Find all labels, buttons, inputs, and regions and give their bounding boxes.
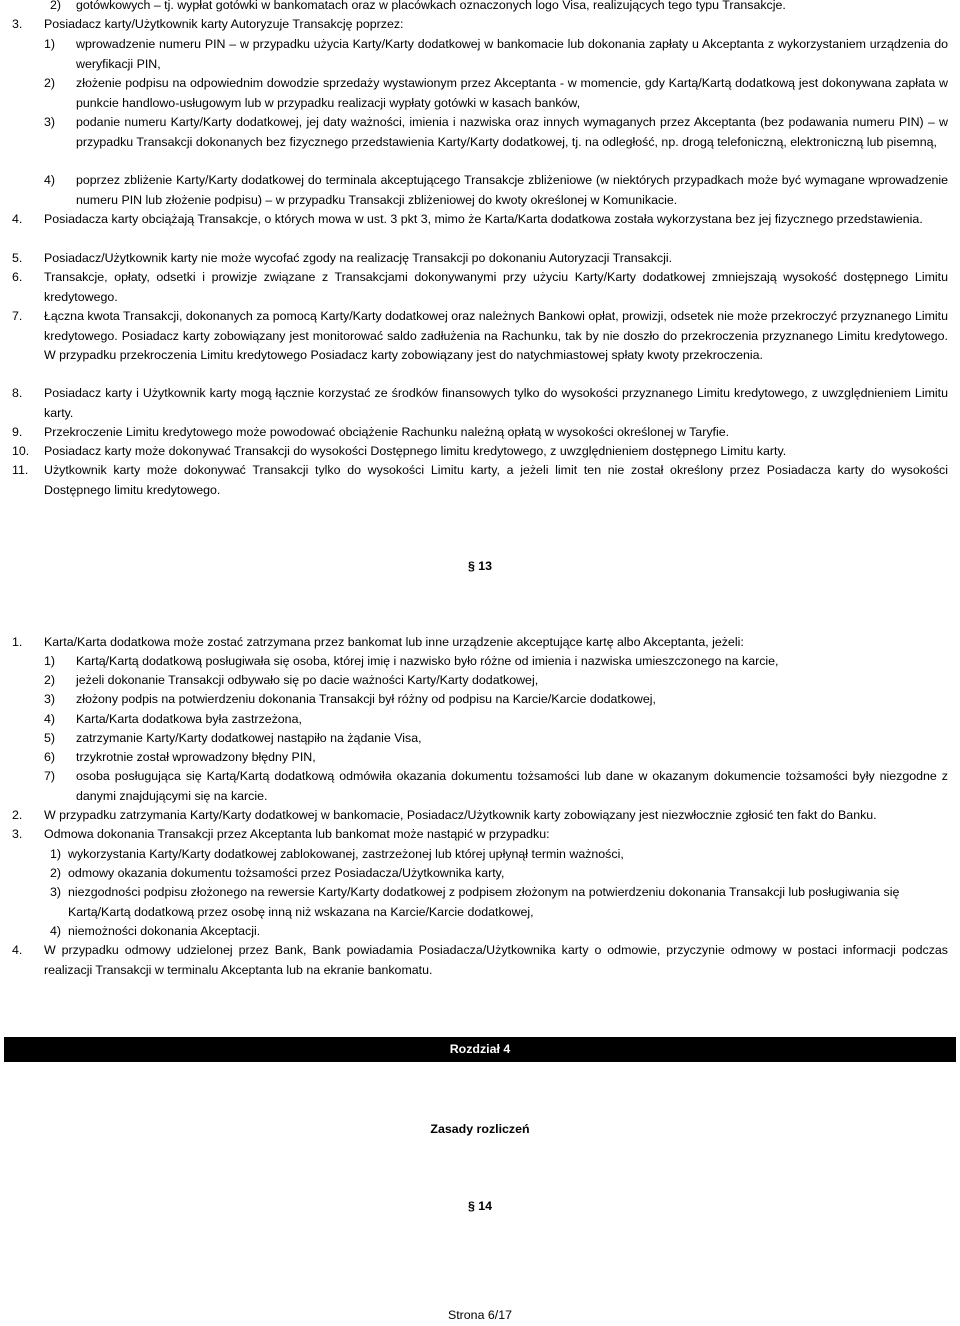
item-number: 4) <box>44 173 56 187</box>
section-heading: § 13 <box>467 559 493 573</box>
paragraph-number: 9. <box>12 425 23 439</box>
item-text: Kartą/Kartą dodatkową posługiwała się osoba, której imię i nazwisko było różne od imienia i nazwiska umieszczonego na karcie, <box>76 654 779 668</box>
item-number: 1) <box>50 847 62 861</box>
item-text: Karta/Karta dodatkowa była zastrzeżona, <box>76 712 302 726</box>
item-text: osoba posługująca się Kartą/Kartą dodatkową odmówiła okazania dokumentu tożsamości lub dane w okazanym dokumencie tożsamości były niezgodne z danymi znajdującymi się na karcie. <box>76 769 948 803</box>
item-text: jeżeli dokonanie Transakcji odbywało się po dacie ważności Karty/Karty dodatkowej, <box>76 673 539 687</box>
paragraph-text: Transakcje, opłaty, odsetki i prowizje związane z Transakcjami dokonywanymi przy użyciu Karty/Karty dodatkowej zmniejszają wysokość dostępnego Limitu kredytowego. <box>44 270 948 304</box>
paragraph-text: Karta/Karta dodatkowa może zostać zatrzymana przez bankomat lub inne urządzenie akceptujące kartę albo Akceptanta, jeżeli: <box>44 635 744 649</box>
item-text: wprowadzenie numeru PIN – w przypadku użycia Karty/Karty dodatkowej w bankomacie lub dokonania zapłaty u Akceptanta z wykorzystaniem urządzenia do weryfikacji PIN, <box>76 37 948 71</box>
page-number: Strona 6/17 <box>447 1308 513 1322</box>
item-text: złożenie podpisu na odpowiednim dowodzie sprzedaży wystawionym przez Akceptanta - w momencie, gdy Kartą/Kartą dodatkową jest dokonywana zapłata w punkcie handlowo-usługowym lub w przypadku realizacji wypłaty gotówki w kasach banków, <box>76 76 948 110</box>
paragraph-text: Odmowa dokonania Transakcji przez Akceptanta lub bankomat może nastąpić w przypadku: <box>44 827 550 841</box>
item-number: 1) <box>44 654 56 668</box>
paragraph-text: Użytkownik karty może dokonywać Transakcji tylko do wysokości Limitu karty, a jeżeli limit ten nie został określony przez Posiadacza karty do wysokości Dostępnego limitu kredytowego. <box>44 463 948 497</box>
paragraph-number: 4. <box>12 943 23 957</box>
paragraph-number: 5. <box>12 251 23 265</box>
item-text: odmowy okazania dokumentu tożsamości przez Posiadacza/Użytkownika karty, <box>68 866 505 880</box>
item-text: poprzez zbliżenie Karty/Karty dodatkowej do terminala akceptującego Transakcje zbliżeniowe (w niektórych przypadkach może być wymagane wprowadzenie numeru PIN lub złożenie podpisu) – w przypadku Transakcji zbliżeniowej do kwoty określonej w Komunikacie. <box>76 173 948 207</box>
paragraph-text: Posiadacz karty i Użytkownik karty mogą łącznie korzystać ze środków finansowych tylko do wysokości przyznanego Limitu kredytowego, z uwzględnieniem Limitu karty. <box>44 386 948 420</box>
paragraph-number: 10. <box>12 444 30 458</box>
item-number: 7) <box>44 769 56 783</box>
paragraph-number: 3. <box>12 827 23 841</box>
paragraph-text: Przekroczenie Limitu kredytowego może powodować obciążenie Rachunku należną opłatą w wysokości określonej w Taryfie. <box>44 425 730 439</box>
item-number: 4) <box>44 712 56 726</box>
item-text: podanie numeru Karty/Karty dodatkowej, jej daty ważności, imienia i nazwiska oraz innych wymaganych przez Akceptanta (bez podawania numeru PIN) – w przypadku Transakcji dokonanych bez fizycznego przedstawienia Karty/Karty dodatkowej, tj. na odległość, np. drogą telefoniczną, elektroniczną lub pisemną, <box>76 115 948 149</box>
paragraph-number: 1. <box>12 635 23 649</box>
item-number: 2) <box>44 673 56 687</box>
chapter-banner <box>4 1037 956 1062</box>
paragraph-number: 7. <box>12 309 23 323</box>
item-text: niemożności dokonania Akceptacji. <box>68 924 261 938</box>
item-number: 4) <box>50 924 62 938</box>
paragraph-number: 8. <box>12 386 23 400</box>
paragraph-text: Posiadacza karty obciążają Transakcje, o których mowa w ust. 3 pkt 3, mimo że Karta/Karta dodatkowa została wykorzystana bez jej fizycznego przedstawienia. <box>44 212 923 226</box>
paragraph-text: Łączna kwota Transakcji, dokonanych za pomocą Karty/Karty dodatkowej oraz należnych Bankowi opłat, prowizji, odsetek nie może przekroczyć przyznanego Limitu kredytowego. Posiadacz karty zobowiązany jest monitorować saldo zadłużenia na Rachunku, tak by nie doszło do przekroczenia przyznanego Limitu kredytowego. W przypadku przekroczenia Limitu kredytowego Posiadacz karty zobowiązany jest do natychmiastowej spłaty kwoty przekroczenia. <box>44 309 948 362</box>
paragraph-text: W przypadku zatrzymania Karty/Karty dodatkowej w bankomacie, Posiadacz/Użytkownik karty zobowiązany jest niezwłocznie zgłosić ten fakt do Banku. <box>44 808 877 822</box>
paragraph-text: Posiadacz karty może dokonywać Transakcji do wysokości Dostępnego limitu kredytowego, z uwzględnieniem dostępnego Limitu karty. <box>44 444 787 458</box>
paragraph-number: 11. <box>12 463 29 477</box>
item-text: zatrzymanie Karty/Karty dodatkowej nastąpiło na żądanie Visa, <box>76 731 422 745</box>
item-number: 1) <box>44 37 56 51</box>
item-number: 6) <box>44 750 56 764</box>
item-number: 2) <box>50 866 62 880</box>
paragraph-text: W przypadku odmowy udzielonej przez Bank, Bank powiadamia Posiadacza/Użytkownika karty o odmowie, przyczynie odmowy w postaci informacji podczas realizacji Transakcji w terminalu Akceptanta lub na ekranie bankomatu. <box>44 943 948 977</box>
paragraph-number: 6. <box>12 270 23 284</box>
item-text: trzykrotnie został wprowadzony błędny PIN, <box>76 750 316 764</box>
item-number: 3) <box>50 885 62 899</box>
paragraph-number: 3. <box>12 17 23 31</box>
item-number: 2) <box>44 76 56 90</box>
item-text: złożony podpis na potwierdzeniu dokonania Transakcji był różny od podpisu na Karcie/Karcie dodatkowej, <box>76 692 656 706</box>
paragraph-number: 2. <box>12 808 23 822</box>
item-number: 2) <box>50 0 62 12</box>
paragraph-text: Posiadacz/Użytkownik karty nie może wycofać zgody na realizację Transakcji po dokonaniu Autoryzacji Transakcji. <box>44 251 673 265</box>
chapter-title: Zasady rozliczeń <box>430 1122 530 1136</box>
item-text: niezgodności podpisu złożonego na rewersie Karty/Karty dodatkowej z podpisem złożonym na potwierdzeniu dokonania Transakcji lub posługiwania się Kartą/Kartą dodatkową przez osobę inną niż wskazana na Karcie/Karcie dodatkowej, <box>68 885 900 919</box>
chapter-label: Rozdział 4 <box>449 1042 511 1056</box>
item-text: wykorzystania Karty/Karty dodatkowej zablokowanej, zastrzeżonej lub której upłynął termin ważności, <box>68 847 624 861</box>
paragraph-text: Posiadacz karty/Użytkownik karty Autoryzuje Transakcję poprzez: <box>44 17 404 31</box>
section-heading: § 14 <box>467 1199 493 1213</box>
item-text: gotówkowych – tj. wypłat gotówki w bankomatach oraz w placówkach oznaczonych logo Visa, realizujących tego typu Transakcje. <box>76 0 786 12</box>
item-number: 3) <box>44 692 56 706</box>
item-number: 5) <box>44 731 56 745</box>
paragraph-number: 4. <box>12 212 23 226</box>
item-number: 3) <box>44 115 56 129</box>
